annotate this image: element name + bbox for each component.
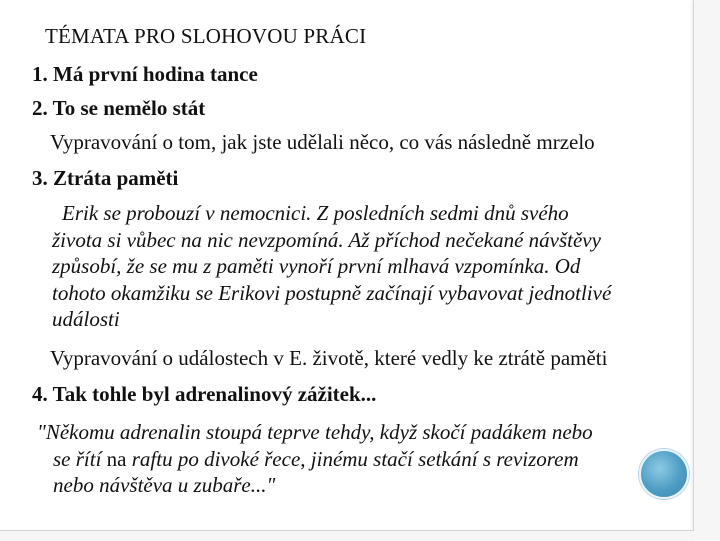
- quote-line: [37, 446, 593, 473]
- topic-4-quote: [37, 419, 593, 499]
- paragraph-line: události: [52, 307, 120, 332]
- decorative-circle-icon: [639, 449, 689, 499]
- quote-text-upright: na: [106, 446, 132, 471]
- topic-2-description: Vypravování o tom, jak jste udělali něco, co vás následně mrzelo: [50, 130, 595, 154]
- quote-line: nebo návštěva u zubaře...": [53, 473, 276, 498]
- topic-3-description: Vypravování o událostech v E. životě, které vedly ke ztrátě paměti: [50, 346, 608, 370]
- topic-1-heading: 1. Má první hodina tance: [32, 62, 258, 86]
- slide-title: TÉMATA PRO SLOHOVOU PRÁCI: [45, 24, 367, 48]
- topic-4-heading: 4. Tak tohle byl adrenalinový zážitek...: [32, 382, 377, 406]
- paragraph-line: života si vůbec na nic nevzpomíná. Až příchod nečekané návštěvy: [52, 227, 601, 252]
- topic-3-heading: 3. Ztráta paměti: [32, 166, 179, 190]
- slide-frame-right: [693, 0, 720, 540]
- topic-3-paragraph: [52, 200, 611, 333]
- paragraph-line: způsobí, že se mu z paměti vynoří první mlhavá vzpomínka. Od: [52, 254, 581, 279]
- paragraph-line: tohoto okamžiku se Erikovi postupně začínají vybavovat jednotlivé: [52, 280, 612, 305]
- slide-frame-bottom: [0, 530, 694, 541]
- quote-text: se řítí: [53, 446, 107, 471]
- quote-text: raftu po divoké řece, jinému stačí setkání s revizorem: [131, 446, 579, 471]
- paragraph-line: Erik se probouzí v nemocnici. Z posledních sedmi dnů svého: [62, 201, 569, 225]
- topic-2-heading: 2. To se nemělo stát: [32, 96, 206, 120]
- quote-line: "Někomu adrenalin stoupá teprve tehdy, když skočí padákem nebo: [37, 420, 593, 444]
